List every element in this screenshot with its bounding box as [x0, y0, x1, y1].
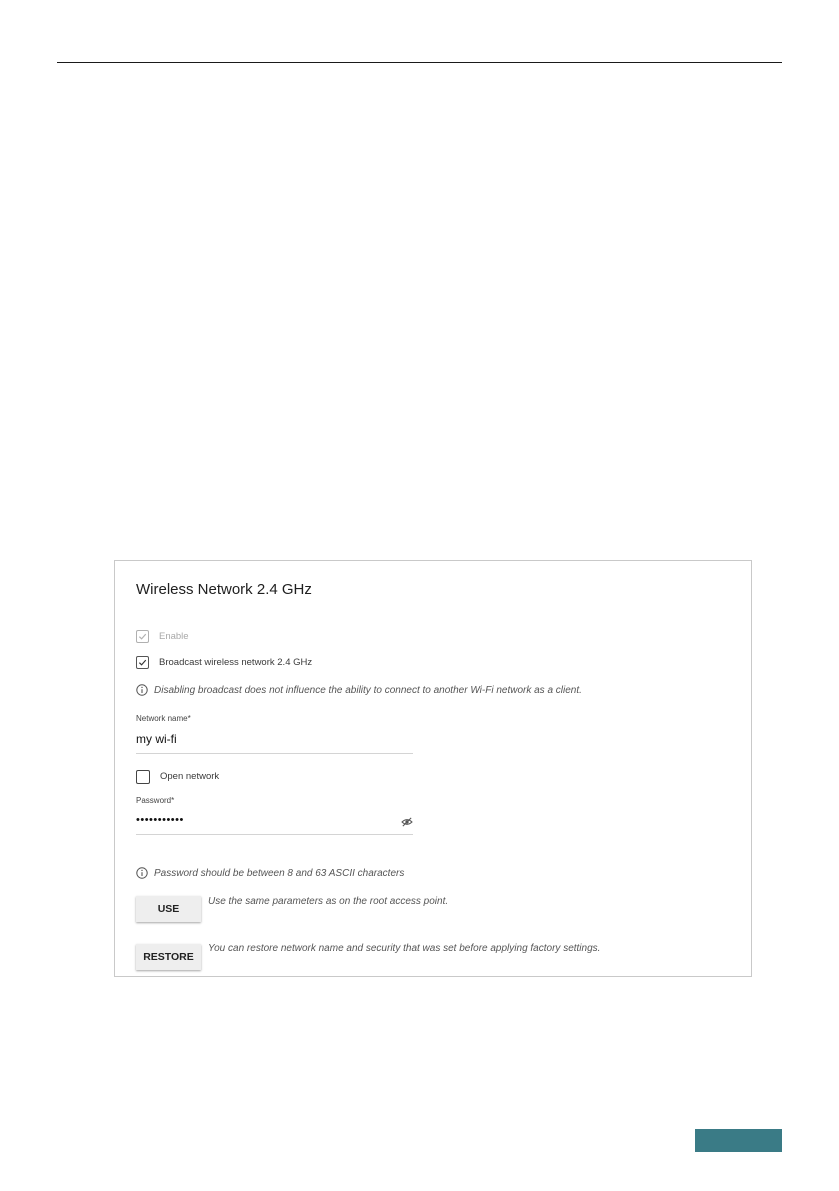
- wireless-network-panel: [114, 560, 752, 977]
- open-network-label: Open network: [160, 771, 220, 782]
- eye-off-icon[interactable]: [401, 817, 413, 827]
- broadcast-checkbox[interactable]: [136, 656, 149, 669]
- info-icon: [136, 867, 148, 879]
- restore-button[interactable]: RESTORE: [136, 944, 201, 970]
- password-underline: [136, 834, 413, 835]
- open-network-checkbox-row: [136, 769, 219, 784]
- footer-page-tab: [695, 1129, 782, 1152]
- password-info: [136, 867, 404, 879]
- enable-checkbox[interactable]: [136, 630, 149, 643]
- password-input[interactable]: •••••••••••: [136, 814, 184, 826]
- header-rule: [57, 62, 782, 63]
- info-icon: [136, 684, 148, 696]
- check-icon: [138, 632, 147, 641]
- network-name-label: Network name*: [136, 714, 191, 723]
- broadcast-label: Broadcast wireless network 2.4 GHz: [159, 657, 313, 668]
- use-button-description: Use the same parameters as on the root access point.: [208, 896, 449, 907]
- panel-title: Wireless Network 2.4 GHz: [136, 581, 312, 598]
- enable-checkbox-row: [136, 629, 189, 644]
- password-info-text: Password should be between 8 and 63 ASCII characters: [154, 867, 405, 879]
- network-name-underline: [136, 753, 413, 754]
- use-button[interactable]: USE: [136, 896, 201, 922]
- restore-button-description: You can restore network name and security that was set before applying factory settings.: [208, 943, 601, 954]
- broadcast-info-text: Disabling broadcast does not influence the ability to connect to another Wi-Fi network as a client.: [154, 684, 582, 696]
- broadcast-info: [136, 684, 582, 696]
- broadcast-checkbox-row: [136, 655, 312, 670]
- network-name-input[interactable]: my wi-fi: [136, 732, 177, 746]
- open-network-checkbox[interactable]: [136, 770, 150, 784]
- enable-label: Enable: [159, 631, 189, 642]
- password-label: Password*: [136, 796, 175, 805]
- check-icon: [138, 658, 147, 667]
